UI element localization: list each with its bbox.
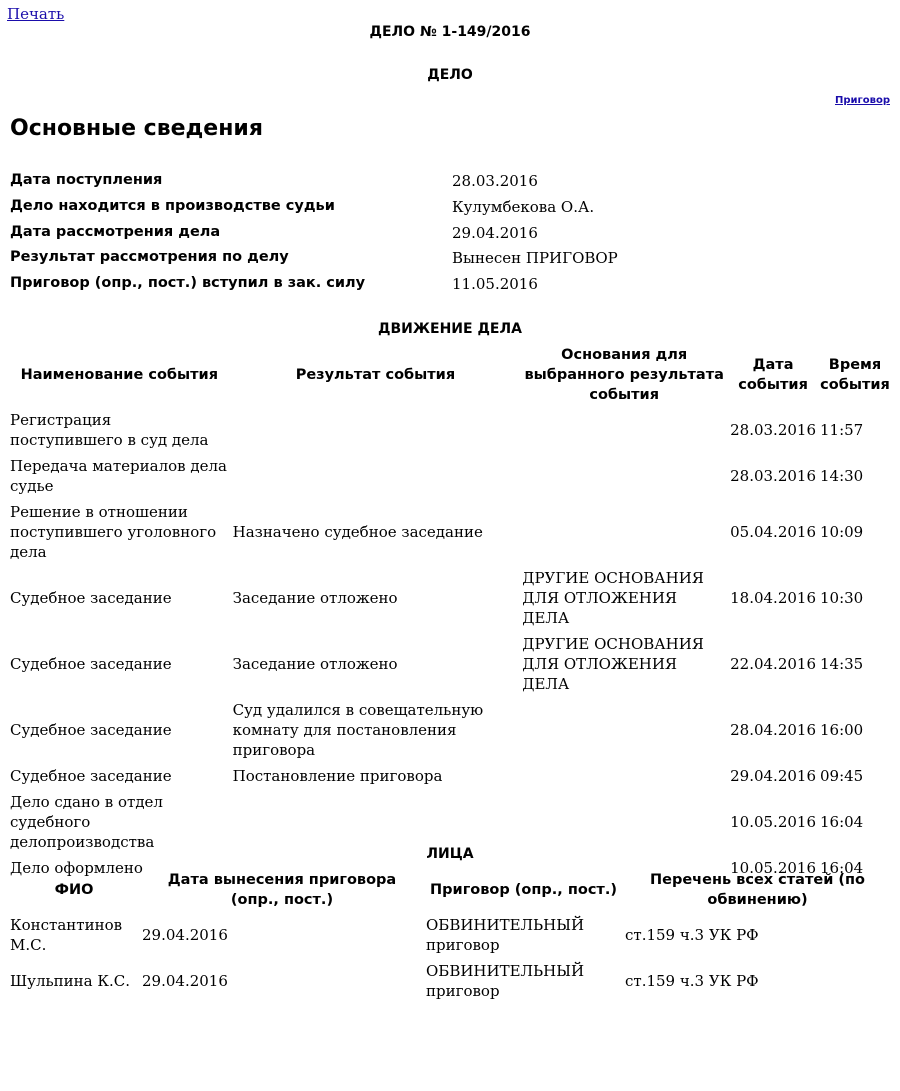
table-cell: 29.04.2016	[142, 926, 228, 944]
table-cell	[520, 407, 728, 453]
table-cell: 14:30	[820, 467, 864, 485]
table-cell: 10.05.2016	[730, 813, 816, 831]
table-cell: 28.03.2016	[730, 421, 816, 439]
table-cell: ДРУГИЕ ОСНОВАНИЯ ДЛЯ ОТЛОЖЕНИЯ ДЕЛА	[522, 635, 704, 693]
persons-table	[8, 868, 892, 1004]
table-cell: 28.03.2016	[730, 467, 816, 485]
table-cell: Константинов М.С.	[10, 916, 123, 954]
column-header: ФИО	[54, 882, 94, 898]
table-row	[8, 697, 892, 763]
events-header-row	[8, 343, 892, 407]
table-cell: Дело оформлено	[10, 859, 143, 877]
info-label: Дата поступления	[10, 172, 163, 188]
table-cell: Судебное заседание	[10, 589, 172, 607]
info-label: Результат рассмотрения по делу	[10, 249, 289, 265]
table-cell: ДРУГИЕ ОСНОВАНИЯ ДЛЯ ОТЛОЖЕНИЯ ДЕЛА	[522, 569, 704, 627]
column-header: Приговор (опр., пост.)	[430, 882, 617, 898]
info-label: Дело находится в производстве судьи	[10, 198, 335, 214]
table-cell	[231, 407, 521, 453]
table-cell: ОБВИНИТЕЛЬНЫЙ приговор	[426, 916, 585, 954]
table-cell: 10:30	[820, 589, 864, 607]
section-case-heading: ДЕЛО	[427, 67, 473, 83]
table-cell: 11:57	[820, 421, 864, 439]
table-cell: Решение в отношении поступившего уголовного дела	[10, 503, 217, 561]
table-cell: 22.04.2016	[730, 655, 816, 673]
column-header: Результат события	[295, 367, 456, 383]
persons-header-row	[8, 868, 892, 912]
persons-heading: ЛИЦА	[426, 846, 474, 862]
column-header: Дата события	[738, 357, 808, 393]
table-cell: Судебное заседание	[10, 721, 172, 739]
table-cell: Постановление приговора	[232, 767, 443, 785]
table-row	[8, 958, 892, 1004]
info-row-effective-date	[10, 275, 890, 300]
info-row-judge	[10, 198, 890, 223]
column-header: Наименование события	[20, 367, 219, 383]
table-cell: Дело сдано в отдел судебного делопроизводства	[10, 793, 163, 851]
table-cell: Передача материалов дела судье	[10, 457, 227, 495]
table-row	[8, 453, 892, 499]
case-number-heading: ДЕЛО № 1-149/2016	[369, 24, 531, 40]
table-cell	[520, 763, 728, 789]
table-row	[8, 763, 892, 789]
table-cell: 16:00	[820, 721, 864, 739]
events-table	[8, 343, 892, 881]
table-cell: 16:04	[820, 813, 864, 831]
table-cell	[231, 453, 521, 499]
info-row-hearing-date	[10, 224, 890, 249]
info-value: Кулумбекова О.А.	[452, 198, 595, 216]
table-cell: Назначено судебное заседание	[232, 523, 483, 541]
info-value: Вынесен ПРИГОВОР	[452, 249, 618, 267]
table-cell: Суд удалился в совещательную комнату для постановления приговора	[232, 701, 484, 759]
table-cell: Регистрация поступившего в суд дела	[10, 411, 209, 449]
table-cell: ст.159 ч.3 УК РФ	[625, 926, 759, 944]
info-value: 11.05.2016	[452, 275, 538, 293]
table-cell: ОБВИНИТЕЛЬНЫЙ приговор	[426, 962, 585, 1000]
table-cell: 10.05.2016	[730, 859, 816, 877]
table-cell: Шульпина К.С.	[10, 972, 130, 990]
table-row	[8, 407, 892, 453]
table-cell: 18.04.2016	[730, 589, 816, 607]
info-row-result	[10, 249, 890, 274]
table-cell: 09:45	[820, 767, 864, 785]
print-link[interactable]: Печать	[7, 5, 65, 23]
table-cell: Судебное заседание	[10, 655, 172, 673]
table-cell: 05.04.2016	[730, 523, 816, 541]
info-row-receipt-date	[10, 172, 890, 197]
table-row	[8, 565, 892, 631]
table-cell: 28.04.2016	[730, 721, 816, 739]
info-label: Дата рассмотрения дела	[10, 224, 221, 240]
table-cell: ст.159 ч.3 УК РФ	[625, 972, 759, 990]
verdict-link[interactable]: Приговор	[835, 95, 890, 106]
table-cell: Судебное заседание	[10, 767, 172, 785]
info-value: 29.04.2016	[452, 224, 538, 242]
main-info-title: Основные сведения	[10, 116, 263, 141]
table-cell	[520, 453, 728, 499]
column-header: Основания для выбранного результата события	[524, 347, 724, 403]
table-cell	[520, 499, 728, 565]
table-cell: Заседание отложено	[232, 655, 398, 673]
table-row	[8, 912, 892, 958]
column-header: Перечень всех статей (по обвинению)	[649, 872, 866, 908]
table-cell	[520, 697, 728, 763]
table-cell: 29.04.2016	[142, 972, 228, 990]
table-cell: 29.04.2016	[730, 767, 816, 785]
column-header: Время события	[820, 357, 890, 393]
table-cell: Заседание отложено	[232, 589, 398, 607]
table-cell: 14:35	[820, 655, 864, 673]
table-cell: 10:09	[820, 523, 864, 541]
events-heading: ДВИЖЕНИЕ ДЕЛА	[378, 321, 522, 337]
table-cell: 16:04	[820, 859, 864, 877]
table-row	[8, 499, 892, 565]
info-label: Приговор (опр., пост.) вступил в зак. силу	[10, 275, 366, 291]
column-header: Дата вынесения приговора (опр., пост.)	[167, 872, 397, 908]
table-row	[8, 631, 892, 697]
info-value: 28.03.2016	[452, 172, 538, 190]
